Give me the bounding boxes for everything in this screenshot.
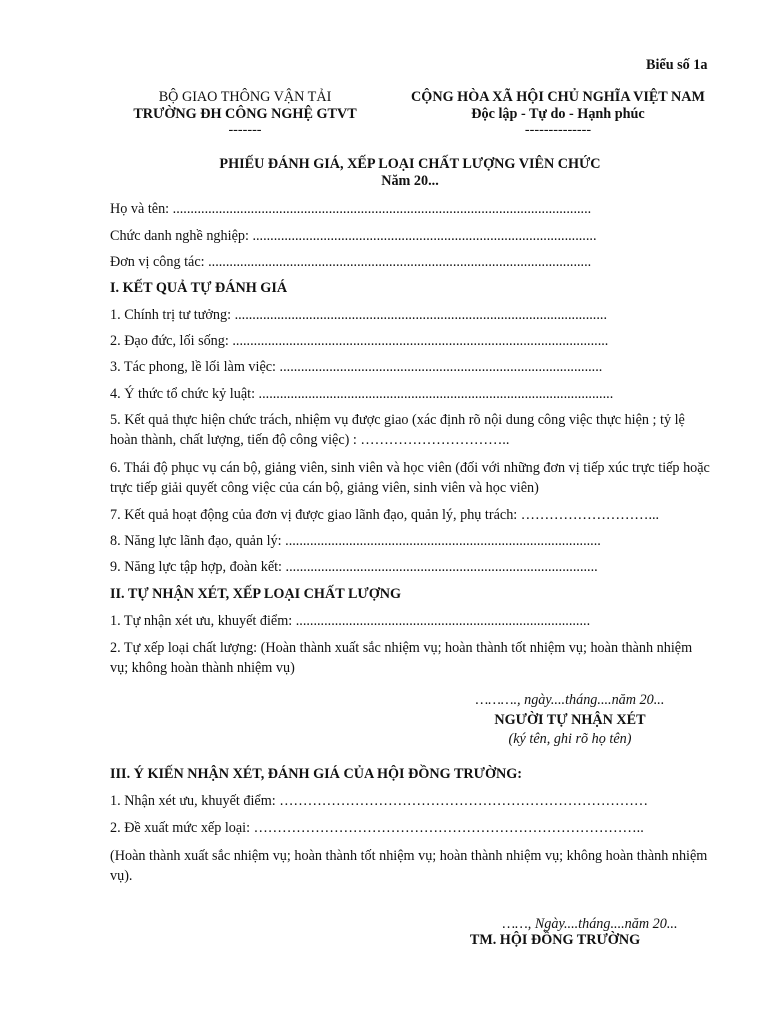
document-title: PHIẾU ĐÁNH GIÁ, XẾP LOẠI CHẤT LƯỢNG VIÊN CHỨC bbox=[219, 156, 601, 172]
section2-heading: II. TỰ NHẬN XÉT, XẾP LOẠI CHẤT LƯỢNG bbox=[110, 586, 402, 602]
section1-item1: 1. Chính trị tư tưởng: ......................................................................................................... bbox=[110, 307, 607, 323]
section1-item6: 6. Thái độ phục vụ cán bộ, giảng viên, sinh viên và học viên (đối với những đơn vị tiếp xúc trực tiếp hoặc trực tiếp giải quyết công việc của cán bộ, giảng viên, sinh viên và học viên) bbox=[110, 460, 710, 496]
section2-item1: 1. Tự nhận xét ưu, khuyết điểm: ................................................................................... bbox=[110, 613, 591, 629]
section1-item3: 3. Tác phong, lề lối làm việc: ........................................................................................... bbox=[110, 359, 603, 375]
field-name: Họ và tên: ...................................................................................................................... bbox=[110, 201, 592, 217]
ministry-name: BỘ GIAO THÔNG VẬN TẢI bbox=[158, 89, 332, 105]
country-name: CỘNG HÒA XÃ HỘI CHỦ NGHĨA VIỆT NAM bbox=[411, 89, 705, 105]
school-name: TRƯỜNG ĐH CÔNG NGHỆ GTVT bbox=[133, 106, 357, 122]
form-code: Biểu số 1a bbox=[646, 57, 708, 73]
right-separator: -------------- bbox=[524, 122, 592, 138]
document-year: Năm 20... bbox=[381, 173, 439, 189]
field-work-unit: Đơn vị công tác: ............................................................................................................ bbox=[110, 254, 592, 270]
section1-heading: I. KẾT QUẢ TỰ ĐÁNH GIÁ bbox=[110, 280, 288, 296]
self-reviewer-role: NGƯỜI TỰ NHẬN XÉT bbox=[494, 712, 646, 728]
section1-item8: 8. Năng lực lãnh đạo, quản lý: ......................................................................................... bbox=[110, 533, 601, 549]
field-job-title: Chức danh nghề nghiệp: ................................................................................................. bbox=[110, 228, 597, 244]
council-date: ……, Ngày....tháng....năm 20... bbox=[502, 916, 678, 932]
left-separator: ------- bbox=[228, 122, 262, 138]
section3-item1: 1. Nhận xét ưu, khuyết điểm: …………………………………………………………………… bbox=[110, 793, 649, 809]
national-motto: Độc lập - Tự do - Hạnh phúc bbox=[471, 106, 645, 122]
self-review-date: ………., ngày....tháng....năm 20... bbox=[475, 692, 665, 708]
section2-item2: 2. Tự xếp loại chất lượng: (Hoàn thành xuất sắc nhiệm vụ; hoàn thành tốt nhiệm vụ; hoàn thành nhiệm vụ; không hoàn thành nhiệm vụ) bbox=[110, 640, 693, 676]
section1-item2: 2. Đạo đức, lối sống: .......................................................................................................... bbox=[110, 333, 609, 349]
self-reviewer-sign-note: (ký tên, ghi rõ họ tên) bbox=[508, 731, 632, 747]
section1-item9: 9. Năng lực tập hợp, đoàn kết: ........................................................................................ bbox=[110, 559, 598, 575]
section3-item2: 2. Đề xuất mức xếp loại: ……………………………………………………………………….. bbox=[110, 820, 644, 836]
section3-heading: III. Ý KIẾN NHẬN XÉT, ĐÁNH GIÁ CỦA HỘI ĐỒNG TRƯỜNG: bbox=[110, 766, 522, 782]
section1-item5: 5. Kết quả thực hiện chức trách, nhiệm vụ được giao (xác định rõ nội dung công việc thực hiện ; tỷ lệ hoàn thành, chất lượng, tiến độ công việc) : ………………………….. bbox=[110, 412, 685, 448]
council-role: TM. HỘI ĐỒNG TRƯỜNG bbox=[469, 932, 641, 948]
section1-item7: 7. Kết quả hoạt động của đơn vị được giao lãnh đạo, quản lý, phụ trách: ………………………... bbox=[110, 507, 660, 523]
section3-note: (Hoàn thành xuất sắc nhiệm vụ; hoàn thành tốt nhiệm vụ; hoàn thành nhiệm vụ; không hoàn thành nhiệm vụ). bbox=[110, 848, 708, 884]
section1-item4: 4. Ý thức tổ chức kỷ luật: .................................................................................................... bbox=[110, 386, 614, 402]
